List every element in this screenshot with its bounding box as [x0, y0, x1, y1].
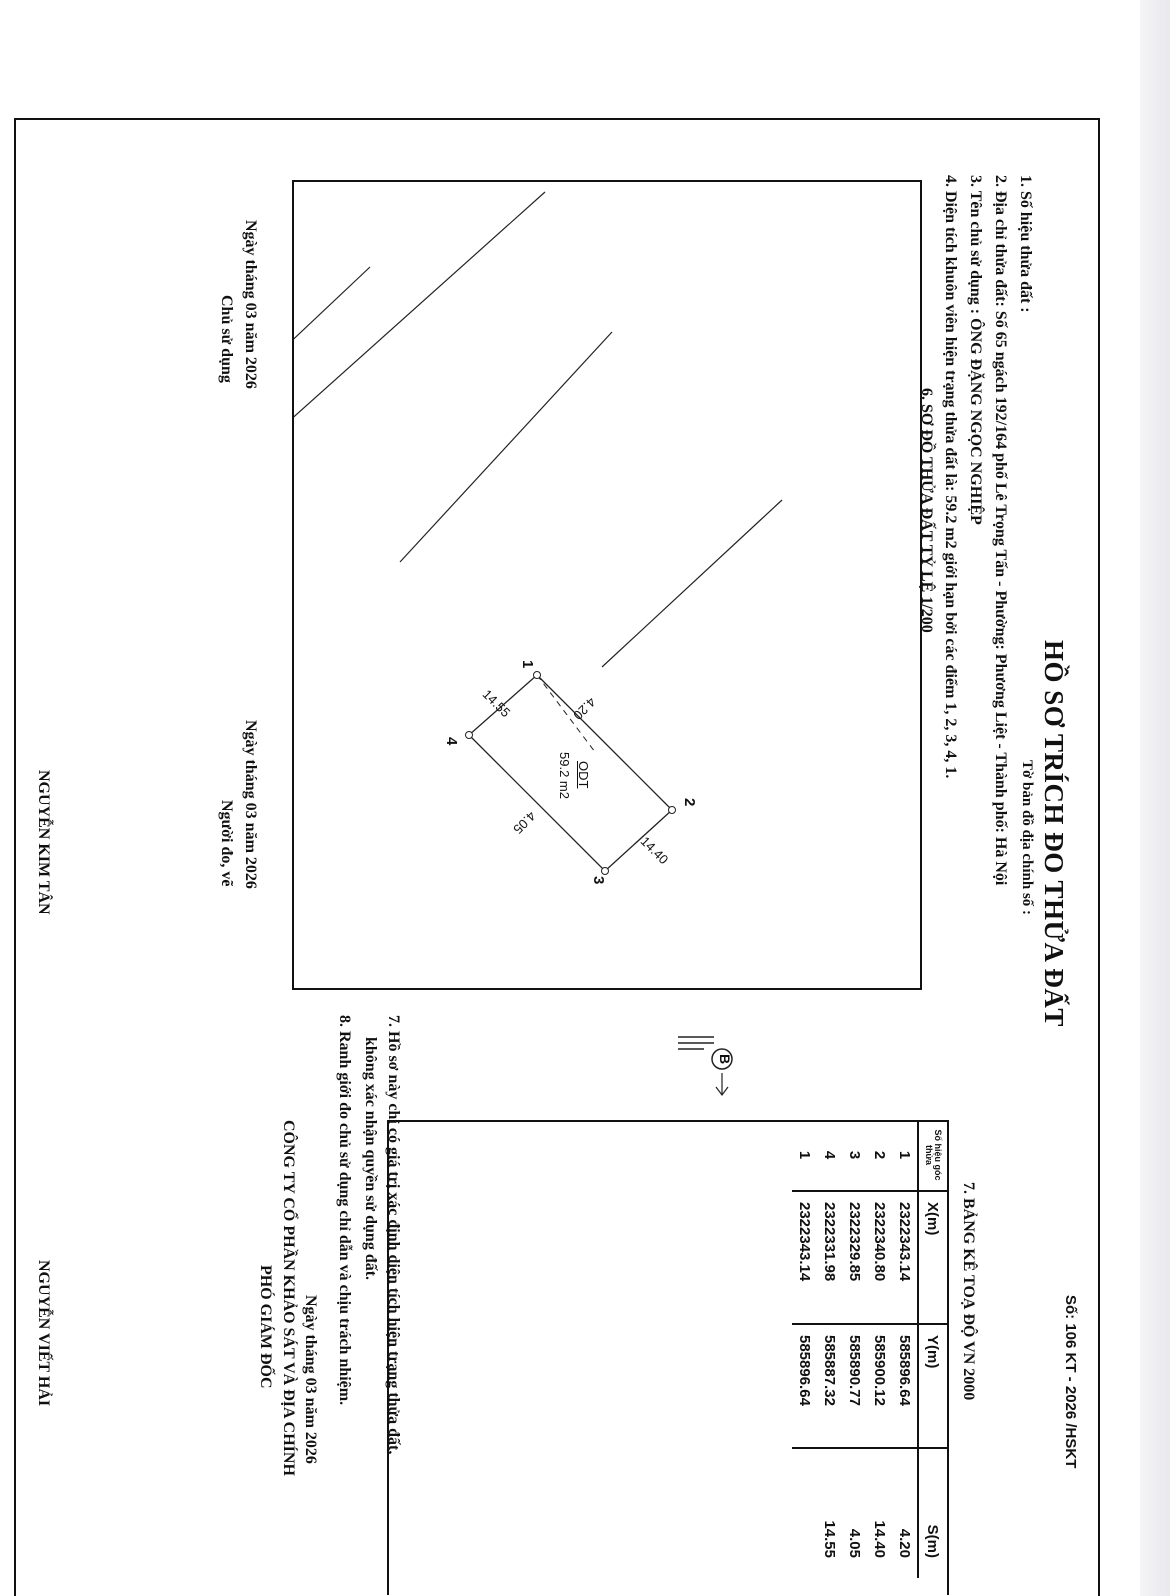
- owner-field: 3. Tên chủ sử dụng : ÔNG ĐẶNG NGỌC NGHIỆP: [967, 175, 984, 525]
- note-7-line-2: không xác nhận quyền sử dụng đất.: [362, 1037, 379, 1281]
- parcel-map-frame: [292, 180, 922, 990]
- cell-point: 1: [892, 1120, 918, 1191]
- cell-s: 14.40: [871, 1520, 888, 1558]
- note-7-line-1: 7. Hồ sơ này chỉ có giá trị xác định diện tích hiện trạng thửa đất,: [385, 1015, 402, 1455]
- extension-line-4: [400, 332, 612, 562]
- cell-x: 2322340.80: [867, 1191, 892, 1324]
- point-1-marker: [534, 672, 541, 679]
- cell-s: 4.05: [846, 1528, 863, 1558]
- header-y: Y(m): [918, 1324, 947, 1448]
- coord-table: [792, 1120, 947, 1578]
- screen-edge: [1140, 0, 1170, 1596]
- cell-x: 2322331.98: [817, 1191, 842, 1324]
- owner-sign-role: Chủ sử dụng: [218, 295, 235, 383]
- parcel-number-field: 1. Số hiệu thửa đất :: [1017, 175, 1034, 313]
- table-row: [892, 1120, 918, 1578]
- edge-length-3-4: 4.05: [510, 808, 539, 837]
- company-sign-date: Ngày tháng 03 năm 2026: [302, 1295, 319, 1464]
- point-2-label: 2: [681, 798, 698, 807]
- cell-point: 3: [842, 1120, 867, 1191]
- cell-point: 2: [867, 1120, 892, 1191]
- point-4-label: 4: [443, 737, 460, 746]
- coord-table-title: 7. BẢNG KÊ TOẠ ĐỘ VN 2000: [960, 1182, 977, 1401]
- cell-y: 585896.64: [892, 1324, 918, 1448]
- point-3-marker: [602, 868, 609, 875]
- point-4-marker: [466, 732, 473, 739]
- table-row: [817, 1120, 842, 1578]
- surveyor-sign-date: Ngày tháng 03 năm 2026: [242, 720, 259, 889]
- doc-number: Số: 106 KT - 2026 /HSKT: [1062, 1295, 1079, 1469]
- road-line-left: [294, 192, 545, 577]
- extension-line-1: [602, 500, 782, 667]
- edge-length-1-2: 4.20: [570, 694, 599, 723]
- header-point: Số hiệu góc thửa: [918, 1120, 947, 1191]
- cell-point: 4: [817, 1120, 842, 1191]
- parcel-map: [294, 182, 920, 988]
- header-s: S(m): [918, 1448, 947, 1578]
- table-row: [792, 1120, 817, 1578]
- document-title: HỒ SƠ TRÍCH ĐO THỬA ĐẤT: [1039, 640, 1069, 1027]
- map-sheet-label: Tờ bản đồ địa chính số :: [1019, 760, 1035, 916]
- company-name: CÔNG TY CỔ PHẦN KHẢO SÁT VÀ ĐỊA CHÍNH: [280, 1120, 297, 1476]
- cell-x: 2322343.14: [792, 1191, 817, 1324]
- road-line-right: [294, 267, 370, 630]
- owner-sign-date: Ngày tháng 03 năm 2026: [242, 220, 259, 389]
- surveyor-name: NGUYỄN KIM TÂN: [35, 770, 52, 915]
- cell-s: 4.20: [896, 1528, 913, 1558]
- north-label: B: [717, 1054, 733, 1065]
- map-title: 6. SƠ ĐỒ THỬA ĐẤT TỶ LỆ 1/200: [918, 388, 935, 633]
- area-field: 4. Diện tích khuôn viên hiện trạng thửa đất là: 59.2 m2 giới hạn bởi các điểm 1, 2, 3, 4, 1.: [942, 175, 959, 779]
- edge-length-4-1: 14.55: [479, 686, 514, 721]
- company-role: PHÓ GIÁM ĐỐC: [257, 1265, 274, 1389]
- address-field: 2. Địa chỉ thửa đất: Số 65 ngách 192/164 phố Lê Trọng Tấn - Phường: Phương Liệt - Thành phố: Hà Nội: [992, 175, 1009, 886]
- land-code: ODT: [576, 761, 591, 789]
- point-2-marker: [669, 807, 676, 814]
- table-row: [867, 1120, 892, 1578]
- cell-x: 2322329.85: [842, 1191, 867, 1324]
- cell-y: 585900.12: [867, 1324, 892, 1448]
- cell-y: 585890.77: [842, 1324, 867, 1448]
- parcel-area-label: 59.2 m2: [557, 752, 572, 799]
- edge-length-2-3: 14.40: [637, 833, 672, 868]
- header-x: X(m): [918, 1191, 947, 1324]
- note-8: 8. Ranh giới đo chủ sử dụng chỉ dẫn và chịu trách nhiệm.: [336, 1015, 353, 1406]
- cell-s: [792, 1448, 817, 1578]
- cell-y: 585887.32: [817, 1324, 842, 1448]
- surveyor-sign-role: Người đo, vẽ: [218, 800, 235, 887]
- director-name: NGUYỄN VIẾT HẢI: [35, 1260, 52, 1407]
- table-row: [842, 1120, 867, 1578]
- cell-point: 1: [792, 1120, 817, 1191]
- point-3-label: 3: [590, 876, 607, 885]
- point-1-label: 1: [519, 660, 536, 669]
- cell-x: 2322343.14: [892, 1191, 918, 1324]
- cell-s: 14.55: [821, 1520, 838, 1558]
- cell-y: 585896.64: [792, 1324, 817, 1448]
- rotated-document: [17, 120, 1097, 1595]
